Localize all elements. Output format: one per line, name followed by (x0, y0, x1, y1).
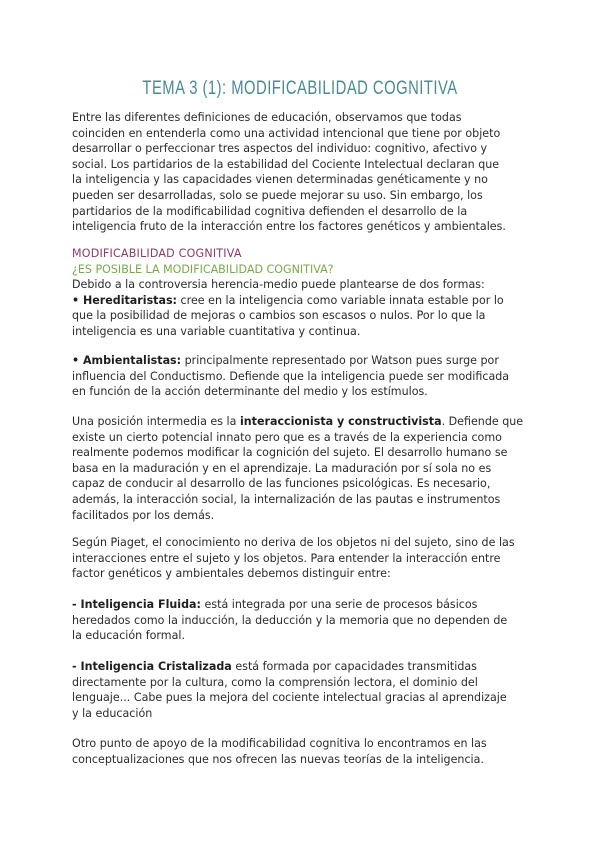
text-fragment: . Defiende que (441, 415, 524, 428)
text-line: factor genéticos y ambientales debemos distinguir entre: (72, 567, 391, 581)
text-line: que la posibilidad de mejoras o cambios son escasos o nulos. Por lo que la (72, 309, 486, 323)
text-line: pueden ser desarrolladas, solo se puede mejorar su uso. Sin embargo, los (72, 188, 483, 202)
text-line: inteligencia fruto de la interacción entre los factores genéticos y ambientales. (72, 220, 506, 234)
section-modificabilidad (72, 246, 532, 340)
section-heading: MODIFICABILIDAD COGNITIVA (72, 247, 242, 260)
intro-paragraph (72, 110, 532, 235)
piaget-paragraph (72, 535, 532, 582)
cristalizada-line (72, 659, 532, 675)
text-line: influencia del Conductismo. Defiende que la inteligencia puede ser modificada (72, 369, 510, 383)
page-title: TEMA 3 (1): MODIFICABILIDAD COGNITIVA (142, 78, 458, 99)
text-line: desarrollar o perfeccionar tres aspectos del individuo: cognitivo, afectivo y (72, 142, 488, 156)
hereditaristas-line (72, 293, 532, 309)
text-line: conceptualizaciones que nos ofrecen las nuevas teorías de la inteligencia. (72, 752, 484, 766)
text-line: Otro punto de apoyo de la modificabilidad cognitiva lo encontramos en las (72, 737, 487, 750)
text-line: y la educación (72, 706, 153, 720)
fluida-paragraph (72, 597, 532, 644)
text-line: Entre las diferentes definiciones de educación, observamos que todas (72, 111, 462, 124)
text-line: la educación formal. (72, 629, 186, 643)
text-line: además, la interacción social, la internalización de las pautas e instrumentos (72, 492, 501, 506)
text-line: lenguaje... Cabe pues la mejora del cociente intelectual gracias al aprendizaje (72, 691, 507, 705)
text-fragment: Una posición intermedia es la (72, 415, 240, 428)
hereditaristas-term: • Hereditaristas: (72, 293, 177, 307)
intermedia-term: interaccionista y constructivista (239, 415, 442, 428)
text-line: directamente por la cultura, como la comprensión lectora, el dominio del (72, 675, 478, 689)
text-fragment: está formada por capacidades transmitidas (231, 660, 477, 673)
ambientalistas-line (72, 353, 532, 369)
intermedia-paragraph (72, 414, 532, 523)
text-line: la inteligencia y las capacidades vienen determinadas genéticamente y no (72, 173, 488, 187)
fluida-line (72, 597, 532, 613)
text-line: existe un cierto potencial innato pero que es a través de la experiencia como (72, 430, 502, 444)
ambientalistas-paragraph (72, 353, 532, 400)
ambientalistas-term: • Ambientalistas: (72, 354, 182, 367)
cristalizada-term: - Inteligencia Cristalizada (72, 660, 232, 673)
text-fragment: cree en la inteligencia como variable innata estable por lo (177, 293, 504, 307)
debate-intro: Debido a la controversia herencia-medio puede plantearse de dos formas: (72, 278, 485, 292)
text-line: inteligencia es una variable cuantitativa y continua. (72, 324, 361, 338)
text-fragment: principalmente representado por Watson pues surge por (181, 354, 499, 367)
cristalizada-paragraph (72, 659, 532, 721)
fluida-term: - Inteligencia Fluida: (72, 598, 201, 611)
text-line: capaz de conducir al desarrollo de las funciones psicológicas. Es necesario, (72, 477, 491, 491)
text-line: heredados como la inducción, la deducción y la memoria que no dependen de (72, 613, 508, 627)
text-line: en función de la acción determinante del medio y los estímulos. (72, 385, 428, 399)
section-subheading: ¿ES POSIBLE LA MODIFICABILIDAD COGNITIVA? (72, 262, 334, 276)
intermedia-line (72, 414, 532, 430)
conclusion-paragraph (72, 736, 532, 767)
text-line: basa en la maduración y en el aprendizaje. La maduración por sí sola no es (72, 461, 492, 475)
text-line: realmente podemos modificar la cognición del sujeto. El desarrollo humano se (72, 446, 508, 460)
text-line: partidarios de la modificabilidad cognitiva defienden el desarrollo de la (72, 204, 468, 218)
text-fragment: está integrada por una serie de procesos básicos (200, 598, 478, 611)
text-line: social. Los partidarios de la estabilidad del Cociente Intelectual declaran que (72, 157, 500, 171)
text-line: facilitados por los demás. (72, 508, 215, 522)
text-line: interacciones entre el sujeto y los objetos. Para entender la interacción entre (72, 551, 501, 565)
text-line: coinciden en entenderla como una actividad intencional que tiene por objeto (72, 126, 501, 140)
text-line: Según Piaget, el conocimiento no deriva de los objetos ni del sujeto, sino de las (72, 536, 515, 549)
